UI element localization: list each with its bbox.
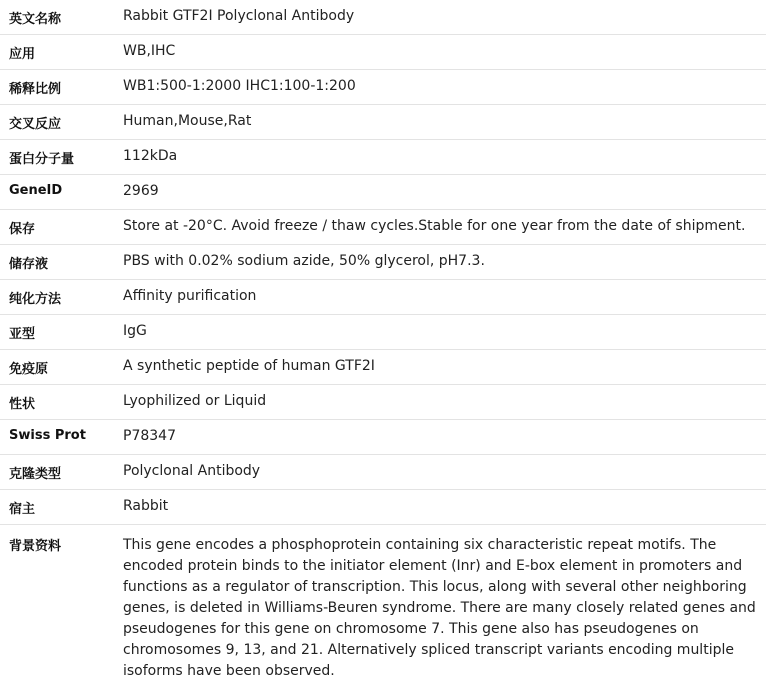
spec-value: WB,IHC — [114, 35, 766, 70]
spec-label: 应用 — [0, 35, 114, 70]
spec-row-english-name — [0, 0, 766, 35]
spec-value: Rabbit — [114, 490, 766, 525]
spec-row-host — [0, 490, 766, 525]
spec-value: Rabbit GTF2I Polyclonal Antibody — [114, 0, 766, 35]
spec-label: 克隆类型 — [0, 455, 114, 490]
spec-row-storage — [0, 210, 766, 245]
spec-label: 背景资料 — [0, 525, 114, 686]
spec-label: 储存液 — [0, 245, 114, 280]
spec-value: P78347 — [114, 420, 766, 455]
spec-value: This gene encodes a phosphoprotein containing six characteristic repeat motifs. The encoded protein binds to the initiator element (Inr) and E-box element in promoters and functions as a regulator of transcription. This locus, along with several other neighboring genes, is deleted in Williams-Beuren syndrome. There are many closely related genes and pseudogenes for this gene on chromosome 7. This gene also has pseudogenes on chromosomes 9, 13, and 21. Alternatively spliced transcript variants encoding multiple isoforms have been observed. — [114, 525, 766, 686]
spec-label: 英文名称 — [0, 0, 114, 35]
spec-row-purification — [0, 280, 766, 315]
spec-value: Human,Mouse,Rat — [114, 105, 766, 140]
spec-value: PBS with 0.02% sodium azide, 50% glycerol, pH7.3. — [114, 245, 766, 280]
spec-value: IgG — [114, 315, 766, 350]
spec-label: Swiss Prot — [0, 420, 114, 455]
spec-row-gene-id — [0, 175, 766, 210]
spec-value: Polyclonal Antibody — [114, 455, 766, 490]
spec-label: 蛋白分子量 — [0, 140, 114, 175]
spec-row-isotype — [0, 315, 766, 350]
spec-row-dilution — [0, 70, 766, 105]
spec-label: 稀释比例 — [0, 70, 114, 105]
spec-label: 宿主 — [0, 490, 114, 525]
spec-row-swiss-prot — [0, 420, 766, 455]
spec-label: 性状 — [0, 385, 114, 420]
spec-label: 保存 — [0, 210, 114, 245]
spec-label: GeneID — [0, 175, 114, 210]
spec-label: 交叉反应 — [0, 105, 114, 140]
spec-row-reactivity — [0, 105, 766, 140]
spec-value: 112kDa — [114, 140, 766, 175]
spec-value: 2969 — [114, 175, 766, 210]
spec-value: Affinity purification — [114, 280, 766, 315]
spec-label: 亚型 — [0, 315, 114, 350]
spec-value: Store at -20°C. Avoid freeze / thaw cycles.Stable for one year from the date of shipment. — [114, 210, 766, 245]
spec-row-immunogen — [0, 350, 766, 385]
spec-value: Lyophilized or Liquid — [114, 385, 766, 420]
spec-value: A synthetic peptide of human GTF2I — [114, 350, 766, 385]
spec-row-background — [0, 525, 766, 686]
spec-label: 免疫原 — [0, 350, 114, 385]
spec-label: 纯化方法 — [0, 280, 114, 315]
spec-row-storage-buffer — [0, 245, 766, 280]
spec-row-clonality — [0, 455, 766, 490]
spec-row-application — [0, 35, 766, 70]
spec-row-molecular-weight — [0, 140, 766, 175]
spec-value: WB1:500-1:2000 IHC1:100-1:200 — [114, 70, 766, 105]
spec-row-form — [0, 385, 766, 420]
